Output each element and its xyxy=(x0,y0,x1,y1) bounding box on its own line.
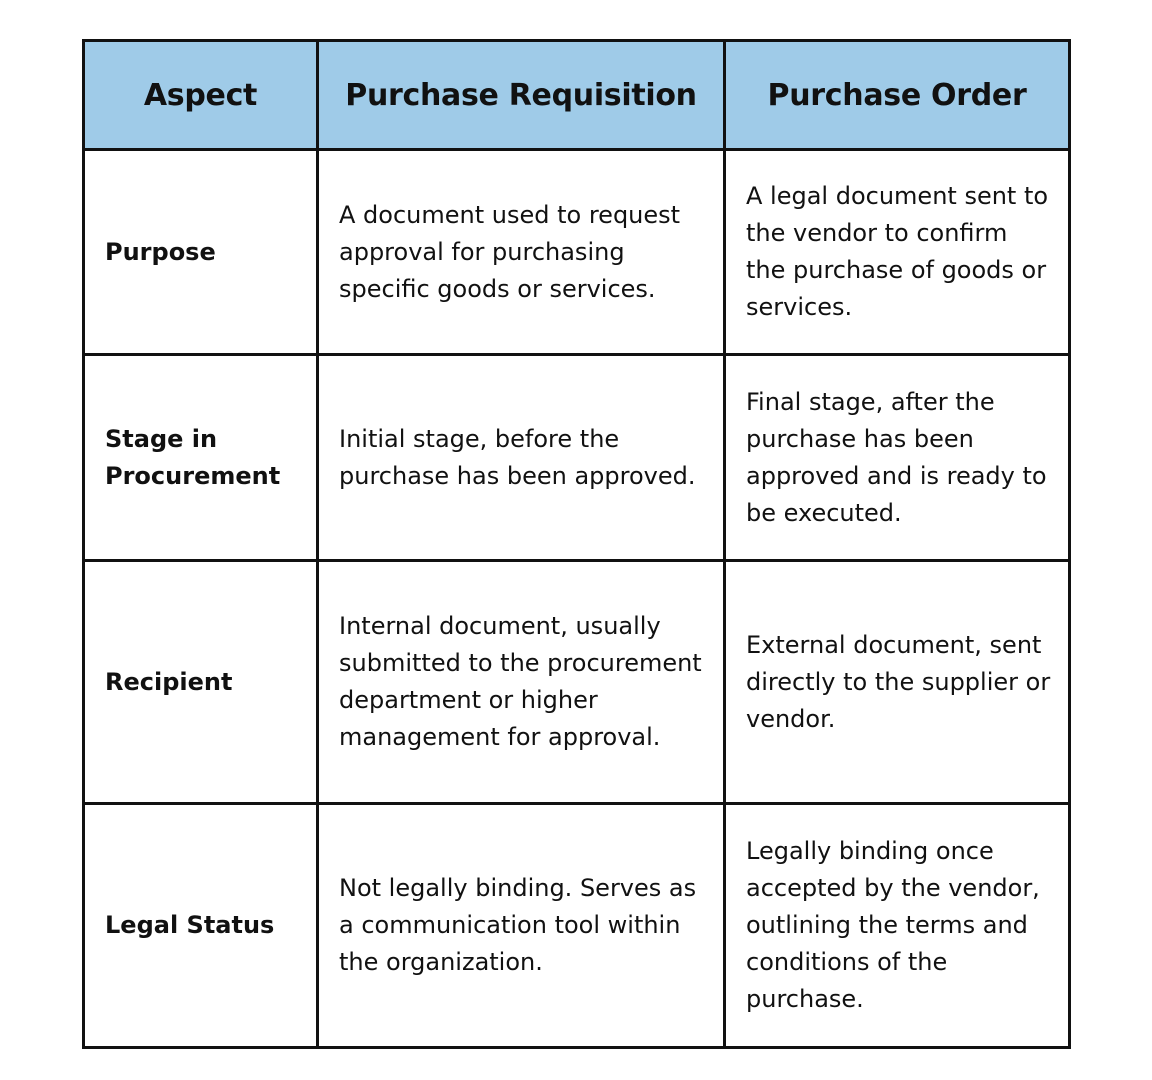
comparison-table xyxy=(82,39,1071,1049)
aspect-cell: Legal Status xyxy=(84,804,318,1048)
requisition-cell: A document used to request approval for purchasing specific goods or services. xyxy=(318,150,725,355)
header-row xyxy=(84,41,1070,150)
table-row xyxy=(84,804,1070,1048)
table-body xyxy=(84,150,1070,1048)
aspect-cell: Purpose xyxy=(84,150,318,355)
table-row xyxy=(84,150,1070,355)
aspect-cell: Recipient xyxy=(84,561,318,804)
header-aspect: Aspect xyxy=(84,41,318,150)
requisition-cell: Initial stage, before the purchase has been approved. xyxy=(318,355,725,561)
table-header xyxy=(84,41,1070,150)
order-cell: External document, sent directly to the supplier or vendor. xyxy=(725,561,1070,804)
aspect-cell: Stage in Procurement xyxy=(84,355,318,561)
header-purchase-requisition: Purchase Requisition xyxy=(318,41,725,150)
header-purchase-order: Purchase Order xyxy=(725,41,1070,150)
requisition-cell: Not legally binding. Serves as a communication tool within the organization. xyxy=(318,804,725,1048)
requisition-cell: Internal document, usually submitted to the procurement department or higher management for approval. xyxy=(318,561,725,804)
order-cell: Final stage, after the purchase has been approved and is ready to be executed. xyxy=(725,355,1070,561)
table-row xyxy=(84,561,1070,804)
table-row xyxy=(84,355,1070,561)
order-cell: Legally binding once accepted by the vendor, outlining the terms and conditions of the purchase. xyxy=(725,804,1070,1048)
order-cell: A legal document sent to the vendor to confirm the purchase of goods or services. xyxy=(725,150,1070,355)
